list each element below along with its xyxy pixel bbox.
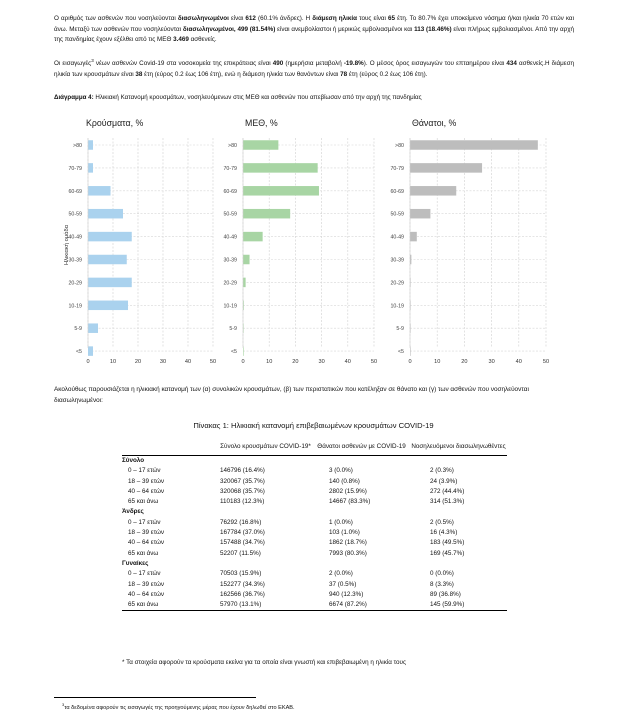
y-tick-label: 10-19 <box>223 303 237 310</box>
table-cell: 70503 (15.9%) <box>220 570 262 578</box>
bar <box>243 278 246 288</box>
table-intro-text: Ακολούθως παρουσιάζεται η ηλικιακή κατανομή των (α) συνολικών κρουσμάτων, (β) των περιστατικών που κατέληξαν σε θάνατο και (γ) των ασθενών που νοσηλεύονται διασωληνωμένοι: <box>54 386 529 404</box>
table-cell: 103 (1.0%) <box>329 529 360 537</box>
bar <box>243 209 290 219</box>
table-cell: 89 (36.8%) <box>430 590 461 598</box>
x-tick-label: 30 <box>159 359 167 365</box>
y-tick-label: 30-39 <box>223 257 237 264</box>
y-tick-label: 70-79 <box>390 165 404 172</box>
table-row-label: 18 – 39 ετών <box>128 529 165 537</box>
x-tick-label: 0 <box>241 359 245 365</box>
table-cell: 940 (12.3%) <box>329 590 364 598</box>
table-header-empty <box>122 441 218 456</box>
bar <box>243 163 318 173</box>
bar <box>88 232 132 242</box>
table-row-label: 18 – 39 ετών <box>128 477 165 485</box>
y-tick-label: 70-79 <box>223 165 237 172</box>
table-cell-empty <box>218 559 313 569</box>
table-row <box>122 518 507 528</box>
table-cell: 169 (45.7%) <box>430 549 465 557</box>
bar <box>410 186 456 196</box>
table-cell-empty <box>313 559 410 569</box>
table-cell: 272 (44.4%) <box>430 487 465 495</box>
x-tick-label: 40 <box>344 359 351 365</box>
table-cell: 2802 (15.9%) <box>329 487 367 495</box>
table-cell-empty <box>218 507 313 517</box>
y-tick-label: 50-59 <box>390 211 404 218</box>
x-tick-label: 20 <box>461 359 468 365</box>
y-tick-label: 40-49 <box>390 234 404 241</box>
y-tick-label: 70-79 <box>68 165 82 172</box>
x-tick-label: 50 <box>209 359 217 365</box>
y-tick-label: >80 <box>395 143 404 149</box>
bar <box>243 255 250 265</box>
table-cell: 37 (0.5%) <box>329 580 357 588</box>
y-tick-label: 50-59 <box>68 211 82 218</box>
table-cell-empty <box>313 507 410 517</box>
bar <box>410 232 417 242</box>
y-tick-label: 10-19 <box>390 303 404 310</box>
table-cell: 162566 (36.7%) <box>220 590 265 598</box>
bar <box>410 140 538 150</box>
x-tick-label: 50 <box>542 359 550 365</box>
table-cell: 110183 (12.3%) <box>220 498 265 506</box>
table-cell: 52207 (11.5%) <box>220 549 261 557</box>
table-cell-empty <box>410 559 507 569</box>
bar <box>88 140 93 150</box>
bar <box>88 278 132 288</box>
table-header-deaths: Θάνατοι ασθενών με COVID-19 <box>317 443 406 450</box>
table-cell: 1862 (18.7%) <box>329 539 367 547</box>
y-tick-label: 40-49 <box>68 234 82 241</box>
y-tick-label: <5 <box>397 349 404 356</box>
table-cell: 1 (0.0%) <box>329 518 353 526</box>
bar <box>243 232 263 242</box>
table-header-cases: Σύνολο κρουσμάτων COVID-19* <box>220 443 311 450</box>
footnote: $^3$τα δεδομένα αφορούν τις εισαγωγές της προηγούμενης μέρας που έχουν δηλωθεί στο ΕΚΑΒ. <box>62 702 295 711</box>
x-tick-label: 20 <box>292 359 299 365</box>
table-cell: 2 (0.5%) <box>430 518 454 526</box>
table-cell: 183 (49.5%) <box>430 539 465 547</box>
table-note: * Τα στοιχεία αφορούν τα κρούσματα εκείνα για τα οποία είναι γνωστή και επιβεβαιωμένη η ηλικία τους <box>122 659 407 666</box>
table-row <box>122 549 507 559</box>
x-tick-label: 30 <box>488 359 495 365</box>
y-tick-label: 60-69 <box>68 188 82 195</box>
table-cell: 157488 (34.7%) <box>220 539 265 547</box>
x-tick-label: 10 <box>109 359 117 365</box>
table-cell: 0 (0.0%) <box>430 570 454 578</box>
y-tick-label: >80 <box>228 143 237 149</box>
y-tick-label: 5-9 <box>74 326 82 333</box>
table-cell: 6674 (87.2%) <box>313 600 410 611</box>
x-tick-label: 10 <box>434 359 441 365</box>
footnote-divider <box>54 697 256 698</box>
table-cell: 320067 (35.7%) <box>220 477 265 485</box>
bar <box>243 140 278 150</box>
table-cell: 145 (59.9%) <box>410 600 507 611</box>
bar <box>88 301 128 311</box>
table-row-label: 0 – 17 ετών <box>128 570 161 578</box>
bar <box>88 163 93 173</box>
table-row-label: 65 και άνω <box>128 498 159 506</box>
y-tick-label: <5 <box>230 349 237 356</box>
table-body <box>122 456 507 611</box>
x-tick-label: 40 <box>515 359 522 365</box>
paragraph-intubated: Ο αριθμός των ασθενών που νοσηλεύονται διασωληνωμένοι είναι 612 (60.1% άνδρες). Η διάμεση ηλικία τους είναι 65 έτη. Το 80.7% έχει υποκείμενο νόσημα ή/και ηλικία 70 ετών και άνω. Μεταξύ των ασθενών που νοσηλεύονται διασωληνωμένοι, 499 (81.54%) είναι ανεμβολίαστοι ή μερικώς εμβολιασμένοι και 113 (18.46%) είναι πλήρως εμβολιασμένοι. Από την αρχή της πανδημίας έχουν εξέλθει από τις ΜΕΘ 3.469 ασθενείς. <box>54 15 574 44</box>
table-header-row <box>122 441 507 456</box>
table-row <box>122 600 507 611</box>
table-cell: 2 (0.3%) <box>430 467 454 475</box>
table-row-label: 0 – 17 ετών <box>128 518 161 526</box>
chart-title: Θάνατοι, % <box>412 118 457 128</box>
x-tick-label: 30 <box>318 359 325 365</box>
y-tick-label: 10-19 <box>68 303 82 310</box>
table-row-label: 65 και άνω <box>122 600 218 611</box>
table-row <box>122 569 507 579</box>
table-group-label: Άνδρες <box>122 508 144 516</box>
table-cell: 2 (0.0%) <box>329 570 353 578</box>
bar <box>410 163 482 173</box>
table-cell: 140 (0.8%) <box>329 477 360 485</box>
y-tick-label: 60-69 <box>390 188 404 195</box>
table-cell: 57970 (13.1%) <box>218 600 313 611</box>
table-group-row <box>122 456 507 467</box>
table-cell: 24 (3.9%) <box>430 477 458 485</box>
table-row <box>122 538 507 548</box>
x-tick-label: 0 <box>408 359 412 365</box>
y-tick-label: 5-9 <box>229 326 237 333</box>
table-group-row <box>122 559 507 569</box>
table-group-row <box>122 507 507 517</box>
table-cell: 3 (0.0%) <box>329 467 353 475</box>
x-tick-label: 50 <box>370 359 378 365</box>
table-cell: 167784 (37.0%) <box>220 529 265 537</box>
bar <box>410 209 430 219</box>
table-caption: Πίνακας 1: Ηλικιακή κατανομή επιβεβαιωμένων κρουσμάτων COVID-19 <box>193 421 434 430</box>
table-group-label: Σύνολο <box>122 456 218 467</box>
age-distribution-table <box>122 441 507 611</box>
table-row <box>122 466 507 476</box>
y-tick-label: 5-9 <box>396 326 404 333</box>
table-cell-empty <box>313 456 410 467</box>
bar <box>88 186 111 196</box>
table-row-label: 65 και άνω <box>128 549 159 557</box>
y-axis-label: Ηλικιακή ομάδα <box>64 224 70 266</box>
table-header-intubated: Νοσηλευόμενοι διασωληνωθέντες <box>411 443 506 450</box>
table-cell-empty <box>218 456 313 467</box>
table-cell-empty <box>410 456 507 467</box>
table-cell: 152277 (34.3%) <box>220 580 265 588</box>
table-cell: 8 (3.3%) <box>430 580 454 588</box>
bar <box>88 209 123 219</box>
bar <box>88 346 93 356</box>
table-cell: 14667 (83.3%) <box>329 498 371 506</box>
y-tick-label: 20-29 <box>68 280 82 287</box>
bar <box>88 255 127 265</box>
table-cell: 16 (4.3%) <box>430 529 458 537</box>
x-tick-label: 20 <box>134 359 142 365</box>
table-row <box>122 590 507 600</box>
y-tick-label: <5 <box>75 349 82 356</box>
y-tick-label: >80 <box>73 143 82 149</box>
table-row <box>122 528 507 538</box>
x-tick-label: 10 <box>266 359 273 365</box>
table-row <box>122 497 507 507</box>
table-cell: 320068 (35.7%) <box>220 487 265 495</box>
diagram-caption: Διάγραμμα 4: Ηλικιακή Κατανομή κρουσμάτων, νοσηλευόμενων στις ΜΕΘ και ασθενών που απεβίωσαν από την αρχή της πανδημίας <box>54 94 422 101</box>
table-group-label: Γυναίκες <box>122 559 149 567</box>
y-tick-label: 30-39 <box>390 257 404 264</box>
paragraph-admissions: Οι εισαγωγές$^3$ νέων ασθενών Covid-19 στα νοσοκομεία της επικράτειας είναι 490 (ημερήσια μεταβολή -19.8%). Ο μέσος όρος εισαγωγών του επταημέρου είναι 434 ασθενείς.Η διάμεση ηλικία των κρουσμάτων είναι 38 έτη (εύρος 0.2 έως 106 έτη), ενώ η διάμεση ηλικία των θανόντων είναι 78 έτη (εύρος 0.2 έως 106 έτη). <box>54 58 575 78</box>
table-cell: 76292 (16.8%) <box>220 518 262 526</box>
x-tick-label: 40 <box>184 359 192 365</box>
bar <box>243 186 319 196</box>
table-row-label: 40 – 64 ετών <box>128 487 165 495</box>
table-row-label: 0 – 17 ετών <box>128 467 161 475</box>
chart-title: ΜΕΘ, % <box>245 118 278 128</box>
table-cell: 314 (51.3%) <box>430 498 465 506</box>
table-row-label: 40 – 64 ετών <box>128 539 165 547</box>
x-tick-label: 0 <box>86 359 90 365</box>
table-cell-empty <box>410 507 507 517</box>
table-row <box>122 580 507 590</box>
y-tick-label: 40-49 <box>223 234 237 241</box>
bar <box>88 323 98 333</box>
y-tick-label: 60-69 <box>223 188 237 195</box>
chart-title: Κρούσματα, % <box>86 118 144 128</box>
table-row <box>122 477 507 487</box>
table-cell: 7993 (80.3%) <box>329 549 367 557</box>
table-row-label: 18 – 39 ετών <box>128 580 165 588</box>
y-tick-label: 50-59 <box>223 211 237 218</box>
table-cell: 146796 (16.4%) <box>220 467 265 475</box>
y-tick-label: 30-39 <box>68 257 82 264</box>
table-row <box>122 487 507 497</box>
table-row-label: 40 – 64 ετών <box>128 590 165 598</box>
y-tick-label: 20-29 <box>390 280 404 287</box>
y-tick-label: 20-29 <box>223 280 237 287</box>
